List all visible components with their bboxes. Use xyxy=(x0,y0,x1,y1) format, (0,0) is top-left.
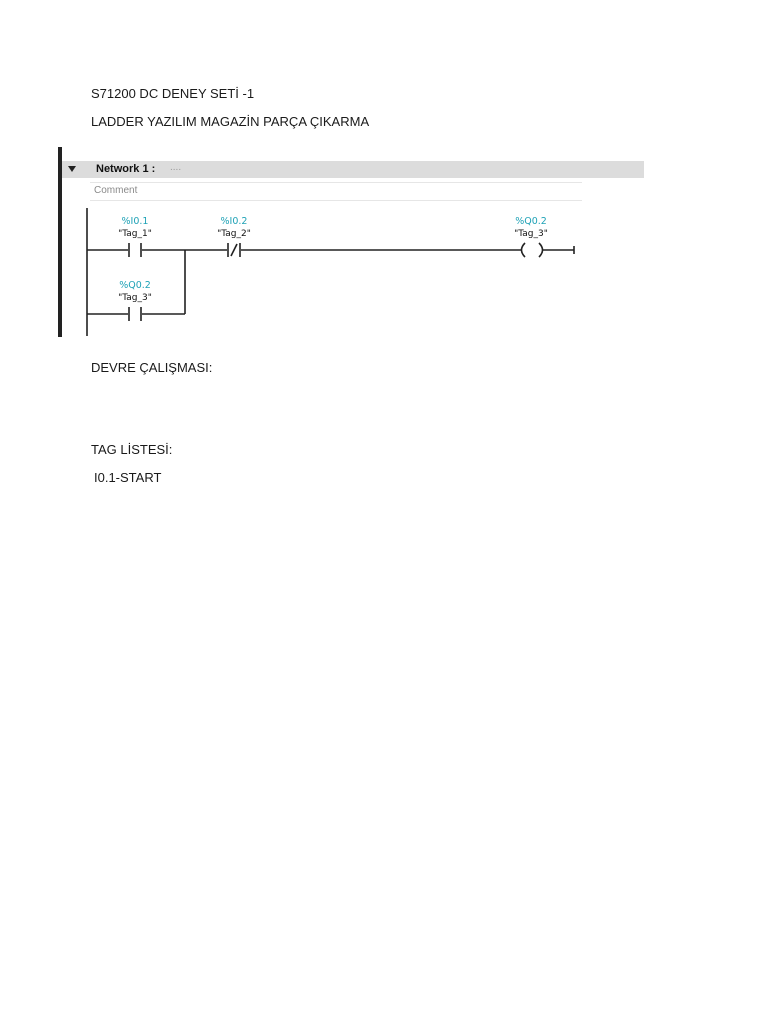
tag-list-heading: TAG LİSTESİ: xyxy=(91,442,173,457)
coil-address: %Q0.2 xyxy=(515,216,547,227)
circuit-heading: DEVRE ÇALIŞMASI: xyxy=(91,360,213,375)
contact-tag-1[interactable] xyxy=(118,216,152,257)
comment-label: Comment xyxy=(94,185,138,196)
contact-tag-2[interactable] xyxy=(217,216,251,257)
ladder-network-panel xyxy=(0,0,768,360)
contact-address: %Q0.2 xyxy=(119,280,151,291)
document-subtitle: LADDER YAZILIM MAGAZİN PARÇA ÇIKARMA xyxy=(91,114,370,129)
tag-list-item: I0.1-START xyxy=(94,470,162,485)
contact-tag-name: "Tag_2" xyxy=(217,229,251,239)
contact-address: %I0.1 xyxy=(121,216,149,227)
network-title: Network 1 : xyxy=(96,163,156,175)
contact-tag-name: "Tag_1" xyxy=(118,229,152,239)
coil-tag-name: "Tag_3" xyxy=(514,229,548,239)
coil-tag-3[interactable] xyxy=(514,216,548,257)
coil-left-arc xyxy=(522,243,526,257)
document-title: S71200 DC DENEY SETİ -1 xyxy=(91,86,255,101)
contact-tag-3[interactable] xyxy=(118,280,152,321)
contact-tag-name: "Tag_3" xyxy=(118,293,152,303)
network-title-placeholder[interactable]: .... xyxy=(170,162,182,173)
ladder-diagram xyxy=(0,0,768,360)
contact-address: %I0.2 xyxy=(220,216,248,227)
normally-closed-slash xyxy=(231,244,237,256)
coil-right-arc xyxy=(539,243,543,257)
